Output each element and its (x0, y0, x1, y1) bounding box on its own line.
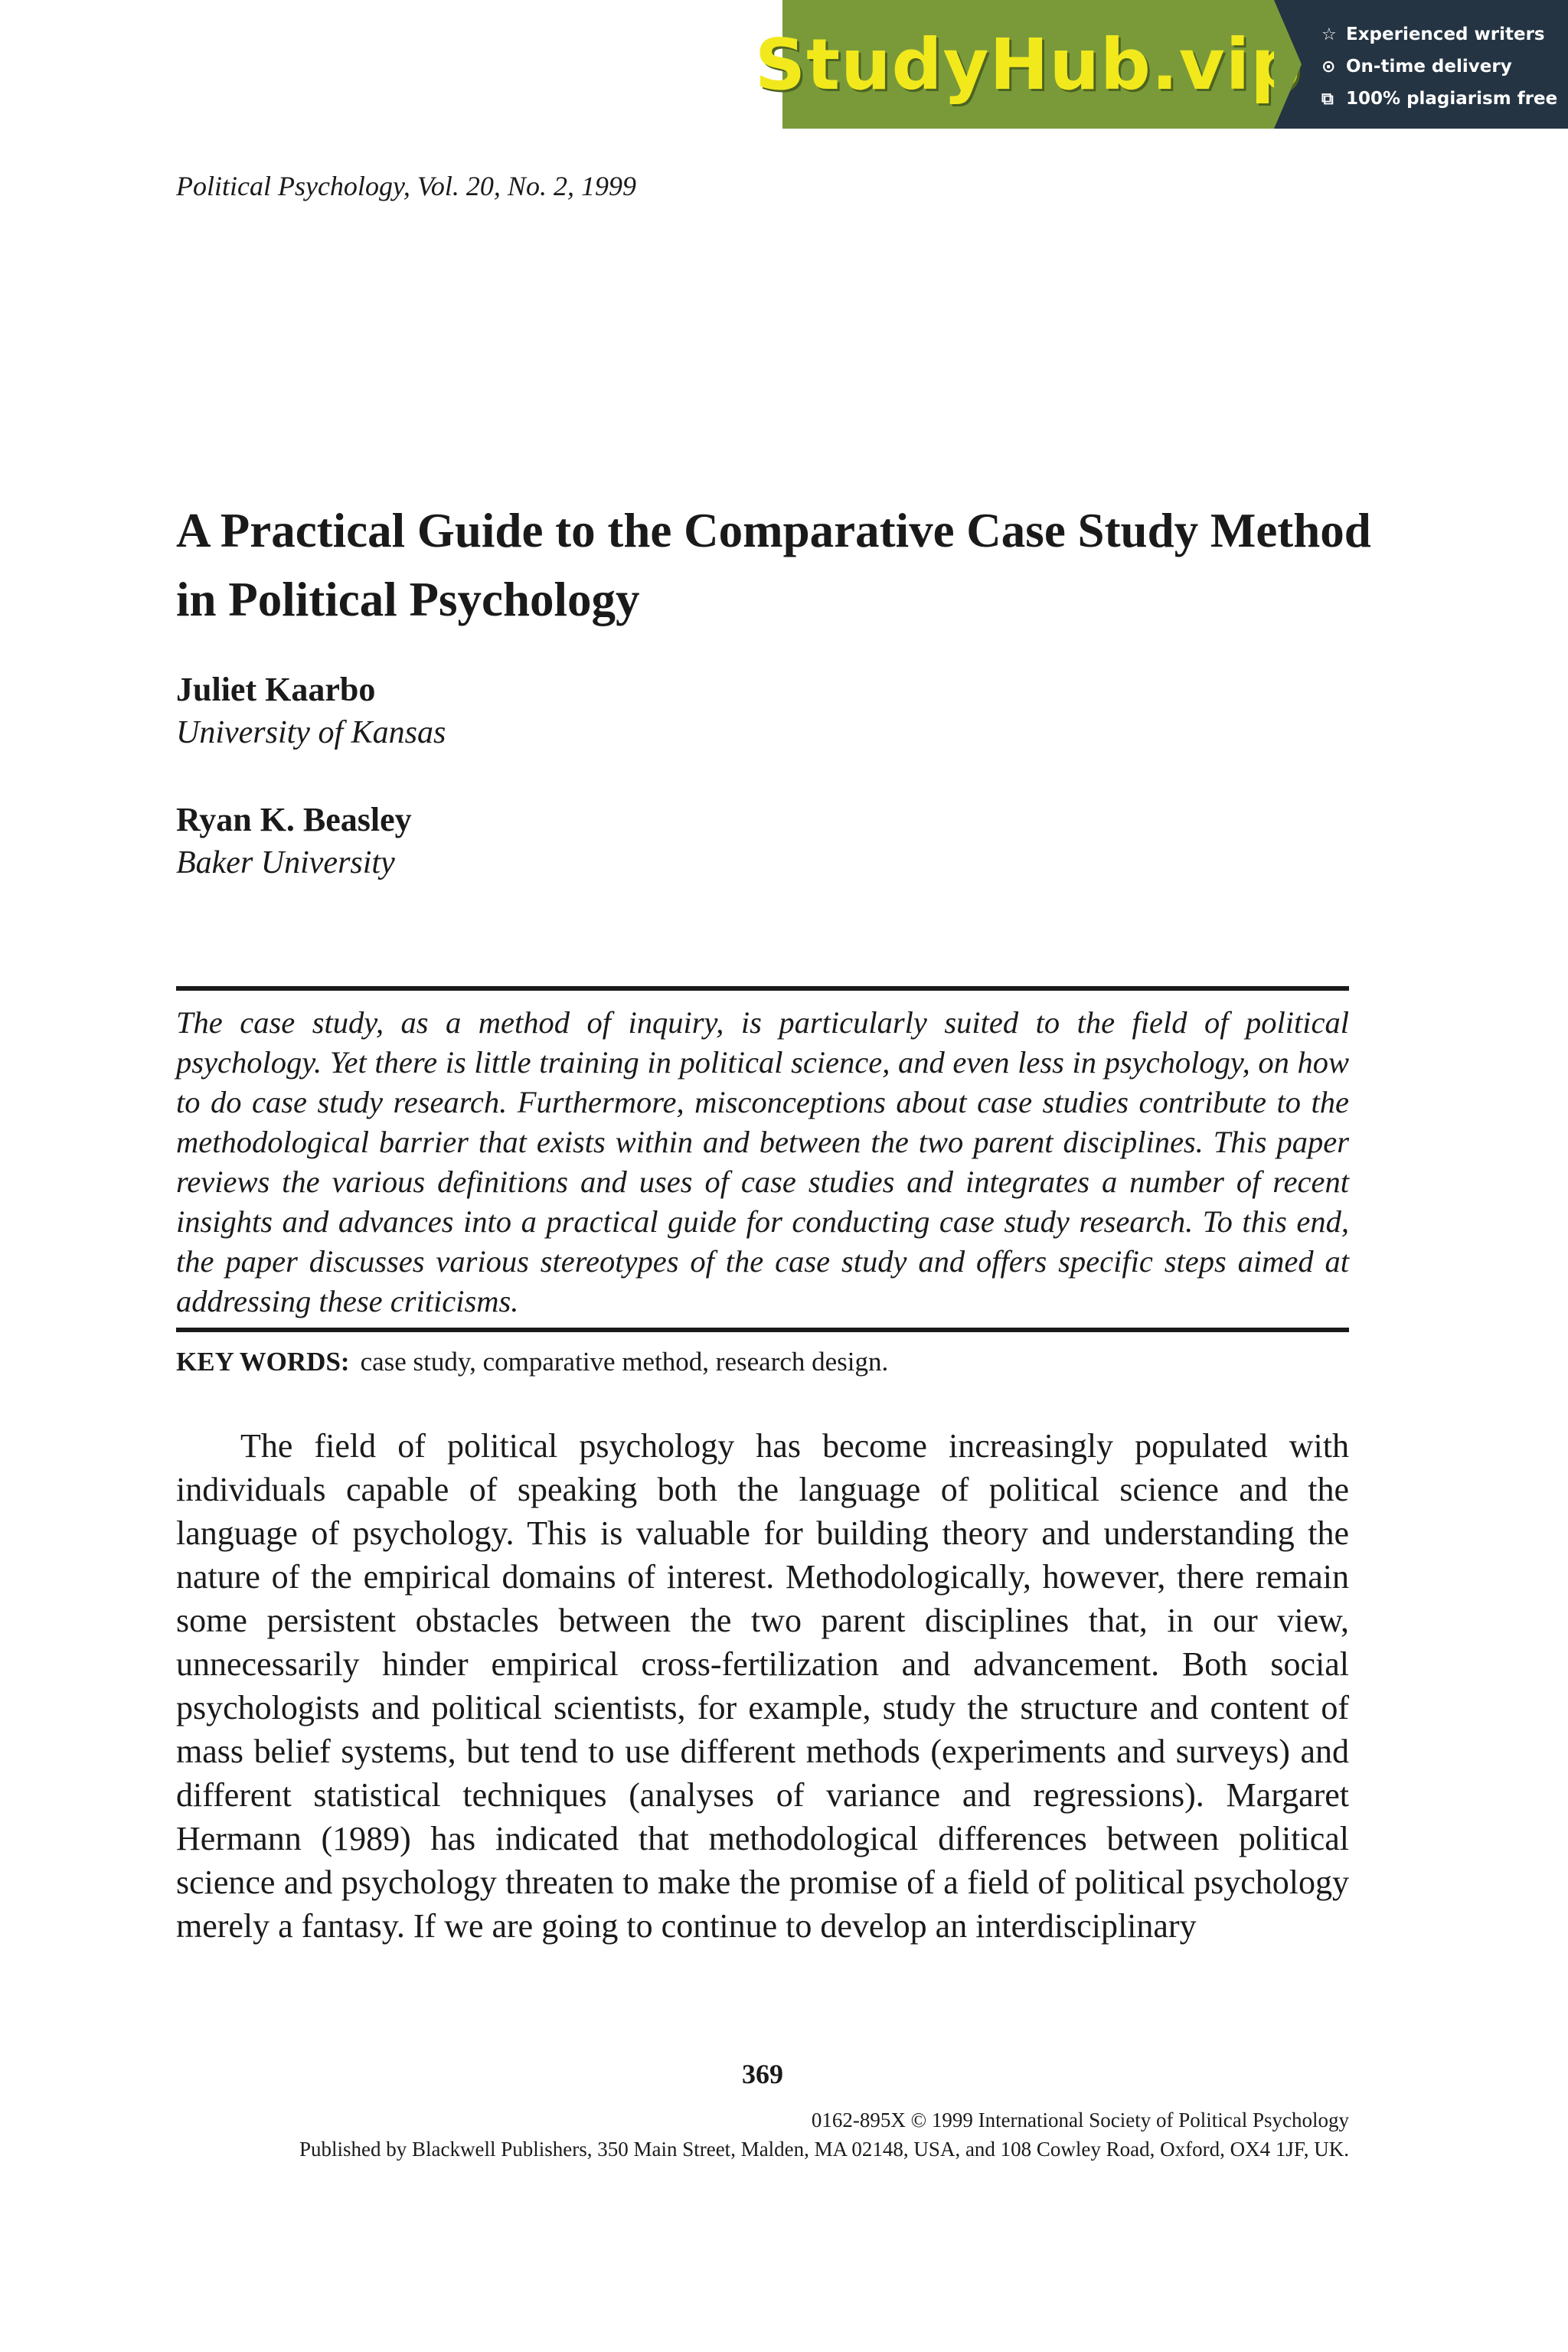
feature-experienced-writers (1321, 18, 1568, 51)
star-icon: ☆ (1321, 24, 1337, 44)
keywords-label: KEY WORDS: (176, 1347, 350, 1377)
article-title: A Practical Guide to the Comparative Case Study Method in Political Psychology (176, 504, 1371, 626)
author-name: Juliet Kaarbo (176, 671, 376, 708)
publisher-line: Published by Blackwell Publishers, 350 Main Street, Malden, MA 02148, USA, and 108 Cowley Road, Oxford, OX4 1JF, UK. (299, 2138, 1349, 2161)
feature-plagiarism-free (1321, 83, 1568, 115)
body-paragraph: The field of political psychology has become increasingly populated with individuals capable of speaking both the language of political science and the language of psychology. This is valuable for building theory and understanding the nature of the empirical domains of interest. Methodologically, however, there remain some persistent obstacles between the two parent disciplines that, in our view, unnecessarily hinder empirical cross-fertilization and advancement. Both social psychologists and political scientists, for example, study the structure and content of mass belief systems, but tend to use different methods (experiments and surveys) and different statistical techniques (analyses of variance and regressions). Margaret Hermann (1989) has indicated that methodological differences between political science and psychology threaten to make the promise of a field of political psychology merely a fantasy. If we are going to continue to develop an interdisciplinary (176, 1427, 1349, 1945)
clock-icon: ⊙ (1321, 57, 1336, 77)
abstract: The case study, as a method of inquiry, is particularly suited to the field of political psychology. Yet there is little training in political science, and even less in psychology, on how to do case study research. Furthermore, misconceptions about case studies contribute to the methodological barrier that exists within and between the two parent disciplines. This paper reviews the various definitions and uses of case studies and integrates a number of recent insights and advances into a practical guide for conducting case study research. To this end, the paper discusses various stereotypes of the case study and offers specific steps aimed at addressing these criticisms. (176, 1005, 1349, 1318)
banner-logo[interactable] (754, 0, 1302, 129)
author-affiliation: University of Kansas (176, 715, 446, 750)
abstract-top-rule (176, 986, 1349, 991)
keywords (176, 1344, 1349, 1380)
feature-on-time-delivery (1321, 51, 1568, 83)
banner-logo-text: StudyHub.vip (754, 23, 1302, 106)
copy-icon: ⧉ (1321, 89, 1334, 109)
banner-features (1274, 0, 1568, 129)
author-affiliation: Baker University (176, 845, 395, 880)
feature-label: Experienced writers (1346, 24, 1545, 44)
journal-reference: Political Psychology, Vol. 20, No. 2, 1999 (176, 171, 636, 201)
page-number: 369 (742, 2059, 783, 2089)
author-name: Ryan K. Beasley (176, 801, 412, 838)
ad-banner[interactable] (754, 0, 1568, 129)
feature-label: 100% plagiarism free (1346, 89, 1558, 109)
feature-label: On-time delivery (1346, 57, 1512, 77)
abstract-bottom-rule (176, 1328, 1349, 1332)
copyright-line: 0162-895X © 1999 International Society of Political Psychology (811, 2109, 1349, 2132)
keywords-list: case study, comparative method, research design. (360, 1347, 889, 1377)
